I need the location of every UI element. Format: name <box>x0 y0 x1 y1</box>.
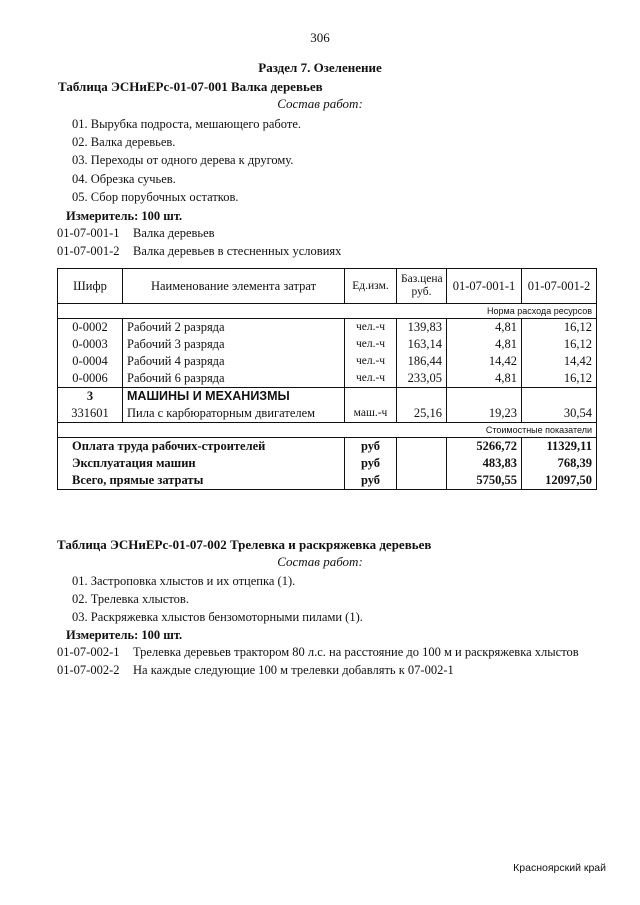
cost-subheader: Стоимостные показатели <box>58 423 597 438</box>
section-title: Раздел 7. Озеленение <box>258 60 382 75</box>
section-code: 3 <box>58 388 123 406</box>
table-row <box>58 405 597 423</box>
total-value-2: 12097,50 <box>522 472 597 490</box>
row-code: 0-0004 <box>58 353 123 370</box>
table2-item-desc: На каждые следующие 100 м трелевки добавлять к 07-002-1 <box>133 663 454 677</box>
row-value-2: 16,12 <box>522 319 597 337</box>
row-value-2: 14,42 <box>522 353 597 370</box>
total-name: Эксплуатация машин <box>58 455 345 472</box>
table-row <box>58 353 597 370</box>
table1-step: 02. Валка деревьев. <box>72 135 176 149</box>
table1-item-desc: Валка деревьев в стесненных условиях <box>133 244 342 258</box>
cost-subheader-row <box>58 423 597 438</box>
row-code: 331601 <box>58 405 123 423</box>
row-base-price: 139,83 <box>397 319 447 337</box>
table1-step: 04. Обрезка сучьев. <box>72 172 176 186</box>
row-name: Рабочий 6 разряда <box>123 370 345 388</box>
row-base-price: 163,14 <box>397 336 447 353</box>
table2-item-code: 01-07-002-1 <box>57 645 120 659</box>
row-name: Рабочий 3 разряда <box>123 336 345 353</box>
header-base-price <box>397 269 447 304</box>
row-unit: чел.-ч <box>345 336 397 353</box>
row-value-2: 16,12 <box>522 370 597 388</box>
header-base-price-line2: руб. <box>411 286 432 298</box>
total-value-2: 11329,11 <box>522 438 597 456</box>
row-unit: чел.-ч <box>345 370 397 388</box>
row-base-price: 25,16 <box>397 405 447 423</box>
table2-item-desc: Трелевка деревьев трактором 80 л.с. на расстояние до 100 м и раскряжевка хлыстов <box>133 645 579 659</box>
row-value-2: 30,54 <box>522 405 597 423</box>
row-value-1: 14,42 <box>447 353 522 370</box>
table2-item-code: 01-07-002-2 <box>57 663 120 677</box>
total-unit: руб <box>345 438 397 456</box>
total-name: Оплата труда рабочих-строителей <box>58 438 345 456</box>
row-name: Пила с карбюраторным двигателем <box>123 405 345 423</box>
table1-step: 05. Сбор порубочных остатков. <box>72 190 239 204</box>
table2-step: 01. Застроповка хлыстов и их отцепка (1). <box>72 574 296 588</box>
row-unit: чел.-ч <box>345 319 397 337</box>
header-base-price-line1: Баз.цена <box>401 273 443 285</box>
header-col2: 01-07-001-2 <box>522 269 597 304</box>
table2-composition-label: Состав работ: <box>277 554 363 569</box>
table1-item-code: 01-07-001-1 <box>57 226 120 240</box>
row-value-2: 16,12 <box>522 336 597 353</box>
section-name: МАШИНЫ И МЕХАНИЗМЫ <box>123 388 345 406</box>
table1-item-desc: Валка деревьев <box>133 226 215 240</box>
total-unit: руб <box>345 455 397 472</box>
table1-item-code: 01-07-001-2 <box>57 244 120 258</box>
total-value-1: 5750,55 <box>447 472 522 490</box>
norm-subheader-row <box>58 304 597 319</box>
total-name: Всего, прямые затраты <box>58 472 345 490</box>
total-unit: руб <box>345 472 397 490</box>
row-unit: маш.-ч <box>345 405 397 423</box>
footer-region: Красноярский край <box>513 862 606 874</box>
row-code: 0-0003 <box>58 336 123 353</box>
table1-measure: Измеритель: 100 шт. <box>66 209 183 223</box>
row-value-1: 19,23 <box>447 405 522 423</box>
row-unit: чел.-ч <box>345 353 397 370</box>
total-value-1: 5266,72 <box>447 438 522 456</box>
page-number: 306 <box>310 30 330 45</box>
total-row <box>58 438 597 456</box>
row-code: 0-0006 <box>58 370 123 388</box>
total-value-1: 483,83 <box>447 455 522 472</box>
table2-step: 02. Трелевка хлыстов. <box>72 592 189 606</box>
row-value-1: 4,81 <box>447 319 522 337</box>
table-row <box>58 370 597 388</box>
row-base-price: 186,44 <box>397 353 447 370</box>
total-value-2: 768,39 <box>522 455 597 472</box>
header-code: Шифр <box>58 269 123 304</box>
table1-title: Таблица ЭСНиЕРс-01-07-001 Валка деревьев <box>58 79 323 94</box>
header-name: Наименование элемента затрат <box>123 269 345 304</box>
table1-composition-label: Состав работ: <box>277 96 363 111</box>
resource-cost-table <box>57 268 597 490</box>
total-row <box>58 455 597 472</box>
machines-section-row <box>58 388 597 406</box>
row-value-1: 4,81 <box>447 370 522 388</box>
norm-subheader: Норма расхода ресурсов <box>58 304 597 319</box>
row-value-1: 4,81 <box>447 336 522 353</box>
header-col1: 01-07-001-1 <box>447 269 522 304</box>
table-header-row <box>58 269 597 304</box>
table-row <box>58 336 597 353</box>
row-name: Рабочий 4 разряда <box>123 353 345 370</box>
table2-step: 03. Раскряжевка хлыстов бензомоторными пилами (1). <box>72 610 363 624</box>
table2-title: Таблица ЭСНиЕРс-01-07-002 Трелевка и раскряжевка деревьев <box>57 537 432 552</box>
header-unit: Ед.изм. <box>345 269 397 304</box>
row-base-price: 233,05 <box>397 370 447 388</box>
table2-measure: Измеритель: 100 шт. <box>66 628 183 642</box>
table1-step: 03. Переходы от одного дерева к другому. <box>72 153 294 167</box>
total-row <box>58 472 597 490</box>
row-name: Рабочий 2 разряда <box>123 319 345 337</box>
table1-step: 01. Вырубка подроста, мешающего работе. <box>72 117 301 131</box>
table-row <box>58 319 597 337</box>
row-code: 0-0002 <box>58 319 123 337</box>
